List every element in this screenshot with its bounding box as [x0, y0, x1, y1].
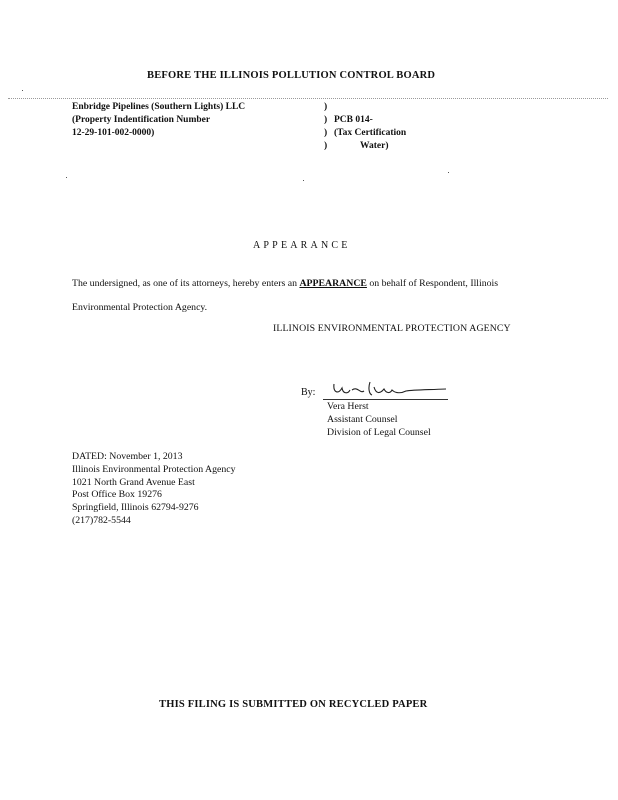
signer-title: Assistant Counsel [327, 414, 398, 425]
scan-speck [303, 180, 304, 181]
case-caption-parens [324, 101, 327, 153]
caption-pin-label: (Property Indentification Number [72, 115, 211, 125]
caption-case-type: (Tax Certification [334, 128, 407, 138]
caption-pin-number: 12-29-101-002-0000) [72, 128, 155, 138]
caption-paren: ) [324, 115, 328, 125]
dated-line: DATED: November 1, 2013 [72, 451, 183, 462]
phone-line: (217)782-5544 [72, 514, 131, 526]
dated-address-block [72, 451, 236, 528]
address-line: Post Office Box 19276 [72, 489, 162, 501]
address-line: Springfield, Illinois 62794-9276 [72, 502, 199, 514]
scan-artifact-line [8, 98, 608, 100]
caption-paren: ) [324, 102, 328, 112]
body-text-emphasis: APPEARANCE [299, 278, 367, 289]
body-text-after: on behalf of Respondent, Illinois Environmental Protection Agency. [72, 278, 499, 313]
signer-name: Vera Herst [327, 401, 369, 412]
scan-speck [66, 177, 67, 178]
caption-paren: ) [324, 141, 328, 151]
handwritten-signature [330, 378, 450, 400]
caption-party: Enbridge Pipelines (Southern Lights) LLC [72, 102, 246, 112]
address-line: Illinois Environmental Protection Agency [72, 463, 236, 475]
address-line: 1021 North Grand Avenue East [72, 476, 195, 488]
body-text-before: The undersigned, as one of its attorneys, hereby enters an [72, 278, 300, 289]
case-caption-right [334, 114, 406, 153]
agency-signature-line: ILLINOIS ENVIRONMENTAL PROTECTION AGENCY [273, 323, 511, 334]
caption-paren: ) [324, 128, 328, 138]
appearance-heading: APPEARANCE [253, 240, 351, 251]
caption-case-number: PCB 014- [334, 115, 373, 125]
scan-speck [448, 172, 449, 173]
by-label: By: [301, 387, 316, 398]
document-title: BEFORE THE ILLINOIS POLLUTION CONTROL BOARD [147, 70, 436, 81]
appearance-body [72, 272, 542, 320]
caption-case-subtype: Water) [360, 141, 389, 151]
signer-division: Division of Legal Counsel [327, 427, 431, 438]
case-caption-left [72, 101, 245, 140]
recycled-paper-note: THIS FILING IS SUBMITTED ON RECYCLED PAPER [159, 699, 428, 710]
signer-block [327, 400, 431, 439]
scan-speck [22, 90, 23, 91]
